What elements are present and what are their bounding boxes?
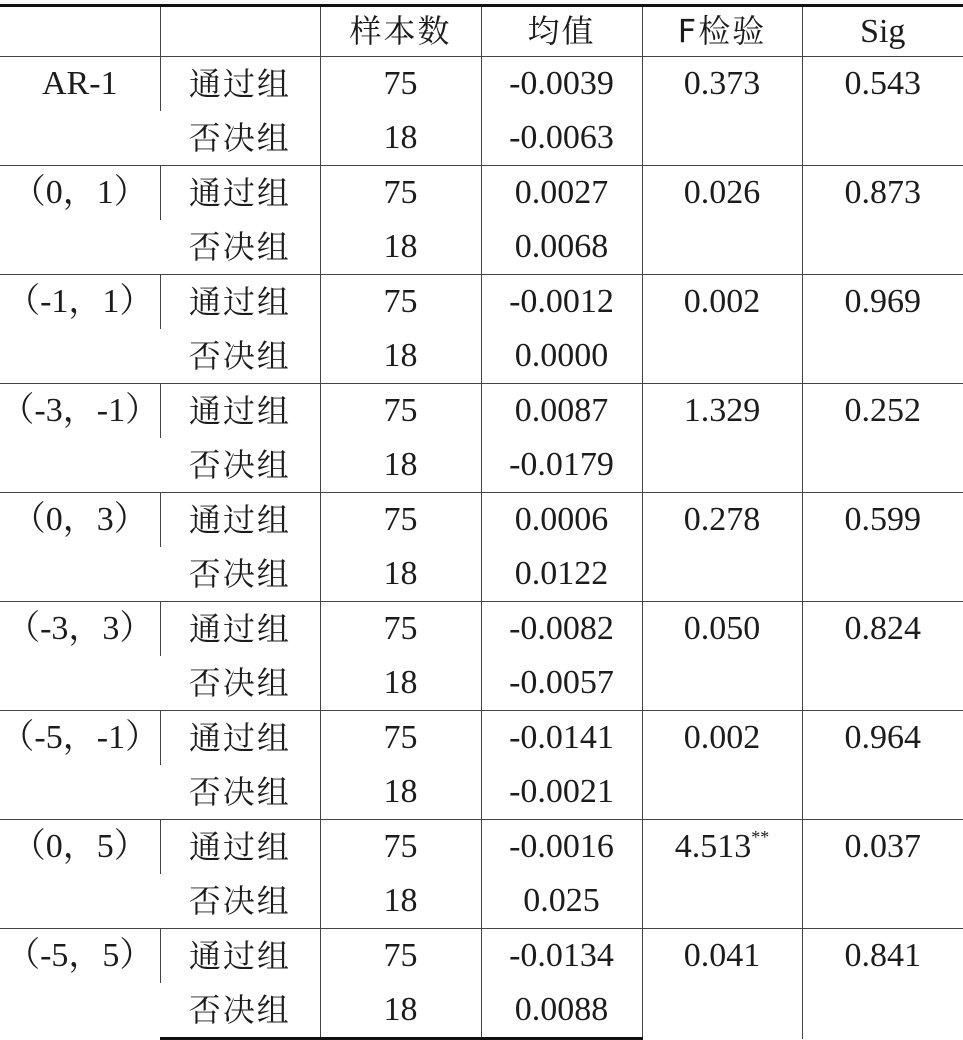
mean-value: -0.0063	[481, 111, 642, 166]
sample-size-value: 18	[320, 438, 481, 493]
group-name: 通过组	[160, 820, 320, 875]
event-window-label: （0，3）	[0, 493, 160, 602]
sig-value: 0.252	[802, 384, 963, 493]
group-name: 否决组	[160, 329, 320, 384]
group-name: 通过组	[160, 57, 320, 112]
table-row	[0, 711, 963, 766]
f-test-value: 1.329	[683, 392, 761, 429]
table-row	[0, 275, 963, 330]
f-test-cell	[642, 820, 802, 929]
event-window-label: （-5，5）	[0, 929, 160, 1039]
header-cell-sample-size: 样本数	[320, 6, 481, 57]
table-row	[0, 820, 963, 875]
mean-value: 0.0087	[481, 384, 642, 439]
header-cell-f-test: F检验	[642, 6, 802, 57]
table-row	[0, 57, 963, 112]
f-test-value: 0.278	[683, 501, 761, 538]
event-window-label: （-1，1）	[0, 275, 160, 384]
mean-value: -0.0016	[481, 820, 642, 875]
sample-size-value: 75	[320, 275, 481, 330]
group-name: 否决组	[160, 656, 320, 711]
table-container	[0, 4, 963, 1040]
table-row	[0, 166, 963, 221]
sample-size-value: 18	[320, 547, 481, 602]
table-header	[0, 6, 963, 57]
mean-value: -0.0012	[481, 275, 642, 330]
header-cell-sig: Sig	[802, 6, 963, 57]
sample-size-value: 18	[320, 983, 481, 1039]
group-name: 通过组	[160, 602, 320, 657]
group-name: 通过组	[160, 275, 320, 330]
f-test-cell	[642, 711, 802, 820]
header-cell-mean: 均值	[481, 6, 642, 57]
table-row	[0, 929, 963, 984]
f-test-value: 0.373	[683, 65, 761, 102]
table-row	[0, 384, 963, 439]
f-test-cell	[642, 929, 802, 1039]
group-name: 通过组	[160, 493, 320, 548]
mean-value: -0.0021	[481, 765, 642, 820]
event-window-label: （-5，-1）	[0, 711, 160, 820]
header-cell-group	[160, 6, 320, 57]
sample-size-value: 75	[320, 602, 481, 657]
sample-size-value: 75	[320, 493, 481, 548]
f-test-cell	[642, 166, 802, 275]
sig-value: 0.599	[802, 493, 963, 602]
event-window-label: （-3，-1）	[0, 384, 160, 493]
f-test-value: 0.026	[683, 174, 761, 211]
event-window-label: （0，1）	[0, 166, 160, 275]
sample-size-value: 18	[320, 111, 481, 166]
sig-value: 0.841	[802, 929, 963, 1039]
event-window-label: （0，5）	[0, 820, 160, 929]
statistics-table	[0, 4, 963, 1040]
sig-value: 0.873	[802, 166, 963, 275]
significance-marker: **	[751, 827, 770, 847]
group-name: 否决组	[160, 220, 320, 275]
mean-value: 0.0006	[481, 493, 642, 548]
f-test-value: 0.041	[683, 937, 761, 974]
sig-value: 0.969	[802, 275, 963, 384]
mean-value: 0.0000	[481, 329, 642, 384]
sample-size-value: 75	[320, 57, 481, 112]
mean-value: 0.025	[481, 874, 642, 929]
sample-size-value: 75	[320, 166, 481, 221]
sample-size-value: 75	[320, 384, 481, 439]
sig-value: 0.824	[802, 602, 963, 711]
group-name: 通过组	[160, 166, 320, 221]
group-name: 否决组	[160, 111, 320, 166]
mean-value: -0.0134	[481, 929, 642, 984]
sample-size-value: 18	[320, 220, 481, 275]
f-test-cell	[642, 57, 802, 166]
mean-value: -0.0141	[481, 711, 642, 766]
header-row	[0, 6, 963, 57]
sig-value: 0.543	[802, 57, 963, 166]
sample-size-value: 18	[320, 874, 481, 929]
group-name: 通过组	[160, 384, 320, 439]
f-test-cell	[642, 602, 802, 711]
table-row	[0, 602, 963, 657]
event-window-label: （-3，3）	[0, 602, 160, 711]
mean-value: -0.0057	[481, 656, 642, 711]
mean-value: 0.0122	[481, 547, 642, 602]
sample-size-value: 18	[320, 329, 481, 384]
mean-value: 0.0027	[481, 166, 642, 221]
sample-size-value: 18	[320, 765, 481, 820]
sample-size-value: 75	[320, 711, 481, 766]
f-test-value: 0.050	[683, 610, 761, 647]
sample-size-value: 18	[320, 656, 481, 711]
f-test-value: 4.513	[674, 828, 752, 865]
mean-value: 0.0088	[481, 983, 642, 1039]
mean-value: 0.0068	[481, 220, 642, 275]
group-name: 否决组	[160, 874, 320, 929]
group-name: 否决组	[160, 438, 320, 493]
f-test-value: 0.002	[683, 719, 761, 756]
group-name: 否决组	[160, 765, 320, 820]
header-cell-event-window	[0, 6, 160, 57]
sig-value: 0.964	[802, 711, 963, 820]
sample-size-value: 75	[320, 820, 481, 875]
group-name: 通过组	[160, 929, 320, 984]
sig-value: 0.037	[802, 820, 963, 929]
mean-value: -0.0039	[481, 57, 642, 112]
event-window-label: AR-1	[0, 57, 160, 166]
table-row	[0, 493, 963, 548]
group-name: 否决组	[160, 983, 320, 1039]
mean-value: -0.0082	[481, 602, 642, 657]
f-test-cell	[642, 493, 802, 602]
f-test-cell	[642, 275, 802, 384]
f-test-cell	[642, 384, 802, 493]
mean-value: -0.0179	[481, 438, 642, 493]
f-test-value: 0.002	[683, 283, 761, 320]
group-name: 通过组	[160, 711, 320, 766]
group-name: 否决组	[160, 547, 320, 602]
sample-size-value: 75	[320, 929, 481, 984]
table-body	[0, 57, 963, 1039]
